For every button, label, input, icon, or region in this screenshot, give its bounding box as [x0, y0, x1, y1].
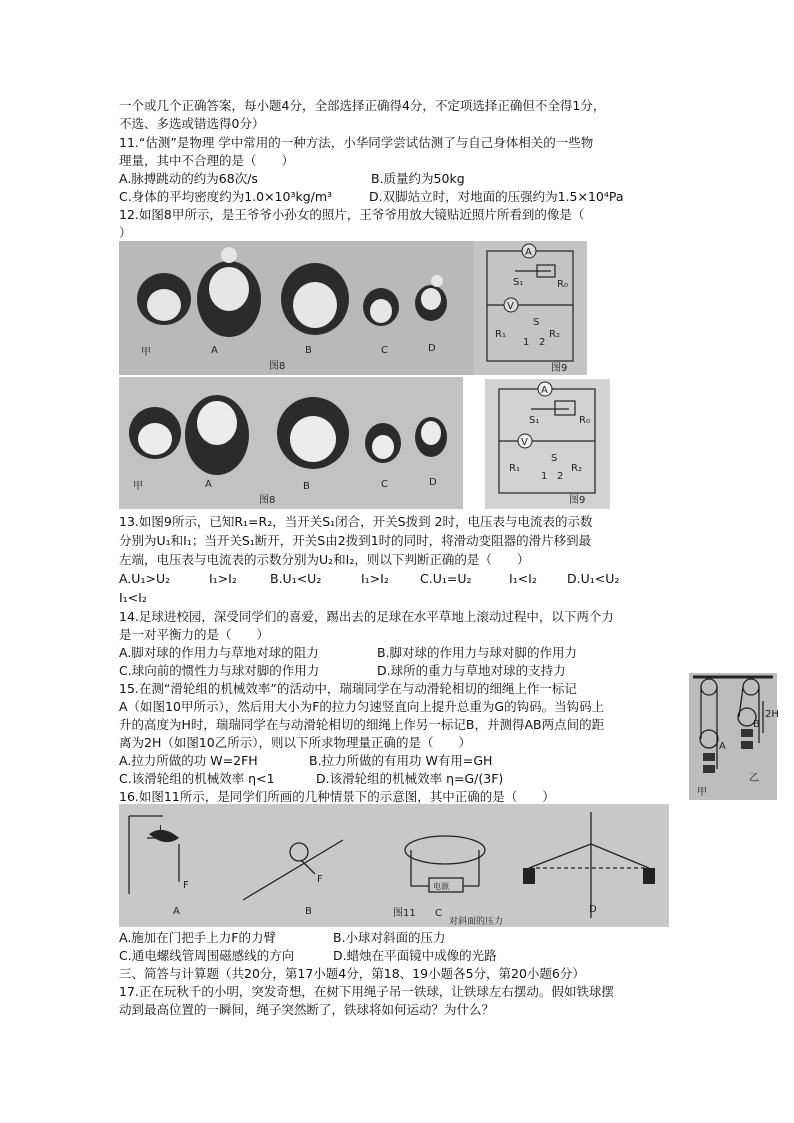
q15-option-c: C.该滑轮组的机械效率 η<1 — [119, 771, 275, 786]
q11-option-c: C.身体的平均密度约为1.0×10³kg/m³ — [119, 189, 333, 204]
figure-8-bottom — [119, 377, 463, 509]
fig9-top-n2: 2 — [539, 337, 546, 348]
fig8-top-label-a: A — [211, 345, 218, 356]
q13-option-b-i: I₁>I₂ — [361, 571, 389, 586]
fig11-label-l: L — [159, 824, 165, 835]
q16-option-a: A.施加在门把手上力F的力臂 — [119, 930, 276, 945]
figure-9-bottom — [485, 379, 610, 509]
fig8-bottom-label-d: D — [429, 477, 437, 488]
fig9-top-r1: R₁ — [495, 329, 506, 340]
fig11-caption: 图11 — [393, 908, 416, 919]
q11-option-a: A.脉搏跳动的约为68次/s — [119, 171, 258, 186]
q14-option-b: B.脚对球的作用力与球对脚的作用力 — [377, 645, 578, 660]
fig10-label-jia: 甲 — [697, 787, 707, 798]
fig8-bottom-label-jia: 甲 — [133, 481, 143, 492]
fig11-label-c: C — [435, 908, 442, 919]
fig9-top-n1: 1 — [523, 337, 530, 348]
q12-stem-2: ） — [119, 225, 132, 240]
intro-line-2: 不选、多选或错选得0分） — [119, 116, 265, 131]
fig11-partial-text: 对斜面的压力 — [449, 917, 504, 927]
q13-option-d-u: D.U₁<U₂ — [567, 571, 620, 586]
q13-option-d-i: I₁<I₂ — [119, 590, 147, 605]
q13-stem-2: 分别为U₁和I₁；当开关S₁断开，开关S由2拨到1时的同时，将滑动变阻器的滑片移到最 — [119, 533, 592, 548]
fig11-label-f-b: F — [317, 874, 323, 885]
q14-option-a: A.脚对球的作用力与草地对球的阻力 — [119, 645, 319, 660]
fig8-top-label-d: D — [428, 343, 436, 354]
fig9-bottom-caption: 图9 — [569, 495, 586, 506]
q15-option-b: B.拉力所做的有用功 W有用=GH — [309, 753, 493, 768]
q15-stem-3: 升的高度为H时，瑞瑞同学在与动滑轮相切的细绳上作另一标记B，并测得AB两点间的距 — [119, 717, 605, 732]
fig9-bottom-s1: S₁ — [529, 415, 540, 426]
q17-stem-2: 动到最高位置的一瞬间，绳子突然断了，铁球将如何运动？为什么？ — [119, 1002, 495, 1017]
fig9-bottom-r0: R₀ — [579, 415, 590, 426]
fig9-bottom-meter-v: V — [521, 437, 528, 448]
q16-option-b: B.小球对斜面的压力 — [333, 930, 446, 945]
q11-option-b: B.质量约为50kg — [371, 171, 465, 186]
fig9-bottom-r1: R₁ — [509, 463, 520, 474]
fig8-bottom-label-a: A — [205, 479, 212, 490]
q11-option-d: D.双脚站立时，对地面的压强约为1.5×10⁴Pa — [369, 189, 624, 204]
fig8-bottom-caption: 图8 — [259, 495, 276, 506]
q17-stem-1: 17.正在玩秋千的小明，突发奇想，在树下用绳子吊一铁球，让铁球左右摆动。假如铁球摆 — [119, 984, 614, 999]
q13-option-a-u: A.U₁>U₂ — [119, 571, 171, 586]
fig9-bottom-r2: R₂ — [571, 463, 582, 474]
fig11-label-d: D — [589, 904, 597, 915]
q13-stem-1: 13.如图9所示，已知R₁=R₂，当开关S₁闭合，开关S拨到 2时，电压表与电流表的示数 — [119, 514, 593, 529]
q12-stem-1: 12.如图8甲所示，是王爷爷小孙女的照片，王爷爷用放大镜贴近照片所看到的像是（ — [119, 207, 585, 222]
fig11-label-power: 电源 — [433, 882, 449, 891]
intro-line-1: 一个或几个正确答案，每小题4分，全部选择正确得4分，不定项选择正确但不全得1分， — [119, 98, 606, 113]
fig8-top-label-jia: 甲 — [141, 347, 151, 358]
q16-option-c: C.通电螺线管周围磁感线的方向 — [119, 948, 295, 963]
fig9-top-meter-v: V — [507, 301, 514, 312]
figure-9-top — [473, 241, 587, 375]
q13-stem-3: 左端，电压表与电流表的示数分别为U₂和I₂，则以下判断正确的是（ ） — [119, 552, 530, 567]
q15-option-d: D.该滑轮组的机械效率 η=G/(3F) — [316, 771, 504, 786]
q14-stem-2: 是一对平衡力的是（ ） — [119, 627, 270, 642]
figure-10 — [689, 673, 777, 800]
fig9-bottom-n1: 1 — [541, 471, 548, 482]
fig9-top-caption: 图9 — [551, 363, 568, 374]
figure-8-top — [119, 241, 473, 375]
fig10-label-yi: 乙 — [749, 773, 759, 784]
q16-stem: 16.如图11所示，是同学们所画的几种情景下的示意图，其中正确的是（ ） — [119, 789, 555, 804]
fig10-label-2h: 2H — [765, 709, 779, 720]
q11-stem-1: 11.“估测”是物理 学中常用的一种方法，小华同学尝试估测了与自己身体相关的一些物 — [119, 135, 594, 150]
fig11-label-f-a: F — [183, 880, 189, 891]
q16-option-d: D.蜡烛在平面镜中成像的光路 — [333, 948, 497, 963]
fig9-bottom-s: S — [551, 453, 558, 464]
q14-stem-1: 14.足球进校园，深受同学们的喜爱，踢出去的足球在水平草地上滚动过程中，以下两个力 — [119, 609, 614, 624]
fig9-bottom-n2: 2 — [557, 471, 564, 482]
fig11-label-b: B — [305, 906, 312, 917]
q14-option-d: D.球所的重力与草地对球的支持力 — [377, 663, 566, 678]
fig8-top-caption: 图8 — [269, 361, 286, 372]
fig10-label-a: A — [719, 741, 726, 752]
section-3-title: 三、简答与计算题（共20分，第17小题4分，第18、19小题各5分，第20小题6分） — [119, 966, 585, 981]
fig9-top-s1: S₁ — [513, 277, 524, 288]
q13-option-a-i: I₁>I₂ — [209, 571, 237, 586]
fig9-bottom-meter-a: A — [541, 385, 548, 396]
q13-option-c-u: C.U₁=U₂ — [420, 571, 472, 586]
fig8-top-label-c: C — [381, 345, 388, 356]
fig11-label-a: A — [173, 906, 180, 917]
q11-stem-2: 理量，其中不合理的是（ ） — [119, 153, 295, 168]
q15-stem-1: 15.在测“滑轮组的机械效率”的活动中，瑞瑞同学在与动滑轮相切的细绳上作一标记 — [119, 681, 577, 696]
fig8-bottom-label-c: C — [381, 479, 388, 490]
fig9-top-r0: R₀ — [557, 279, 568, 290]
q15-stem-4: 离为2H（如图10乙所示），则以下所求物理量正确的是（ ） — [119, 735, 472, 750]
q13-option-b-u: B.U₁<U₂ — [270, 571, 322, 586]
fig9-top-meter-a: A — [525, 247, 532, 258]
fig9-top-r2: R₂ — [549, 329, 560, 340]
fig8-top-label-b: B — [305, 345, 312, 356]
q14-option-c: C.球向前的惯性力与球对脚的作用力 — [119, 663, 320, 678]
fig10-label-b: B — [753, 719, 760, 730]
fig8-bottom-label-b: B — [303, 481, 310, 492]
fig9-top-s: S — [533, 317, 540, 328]
q13-option-c-i: I₁<I₂ — [509, 571, 537, 586]
q15-option-a: A.拉力所做的功 W=2FH — [119, 753, 258, 768]
q15-stem-2: A（如图10甲所示），然后用大小为F的拉力匀速竖直向上提升总重为G的钩码。当钩码上 — [119, 699, 605, 714]
figure-11 — [119, 804, 669, 927]
